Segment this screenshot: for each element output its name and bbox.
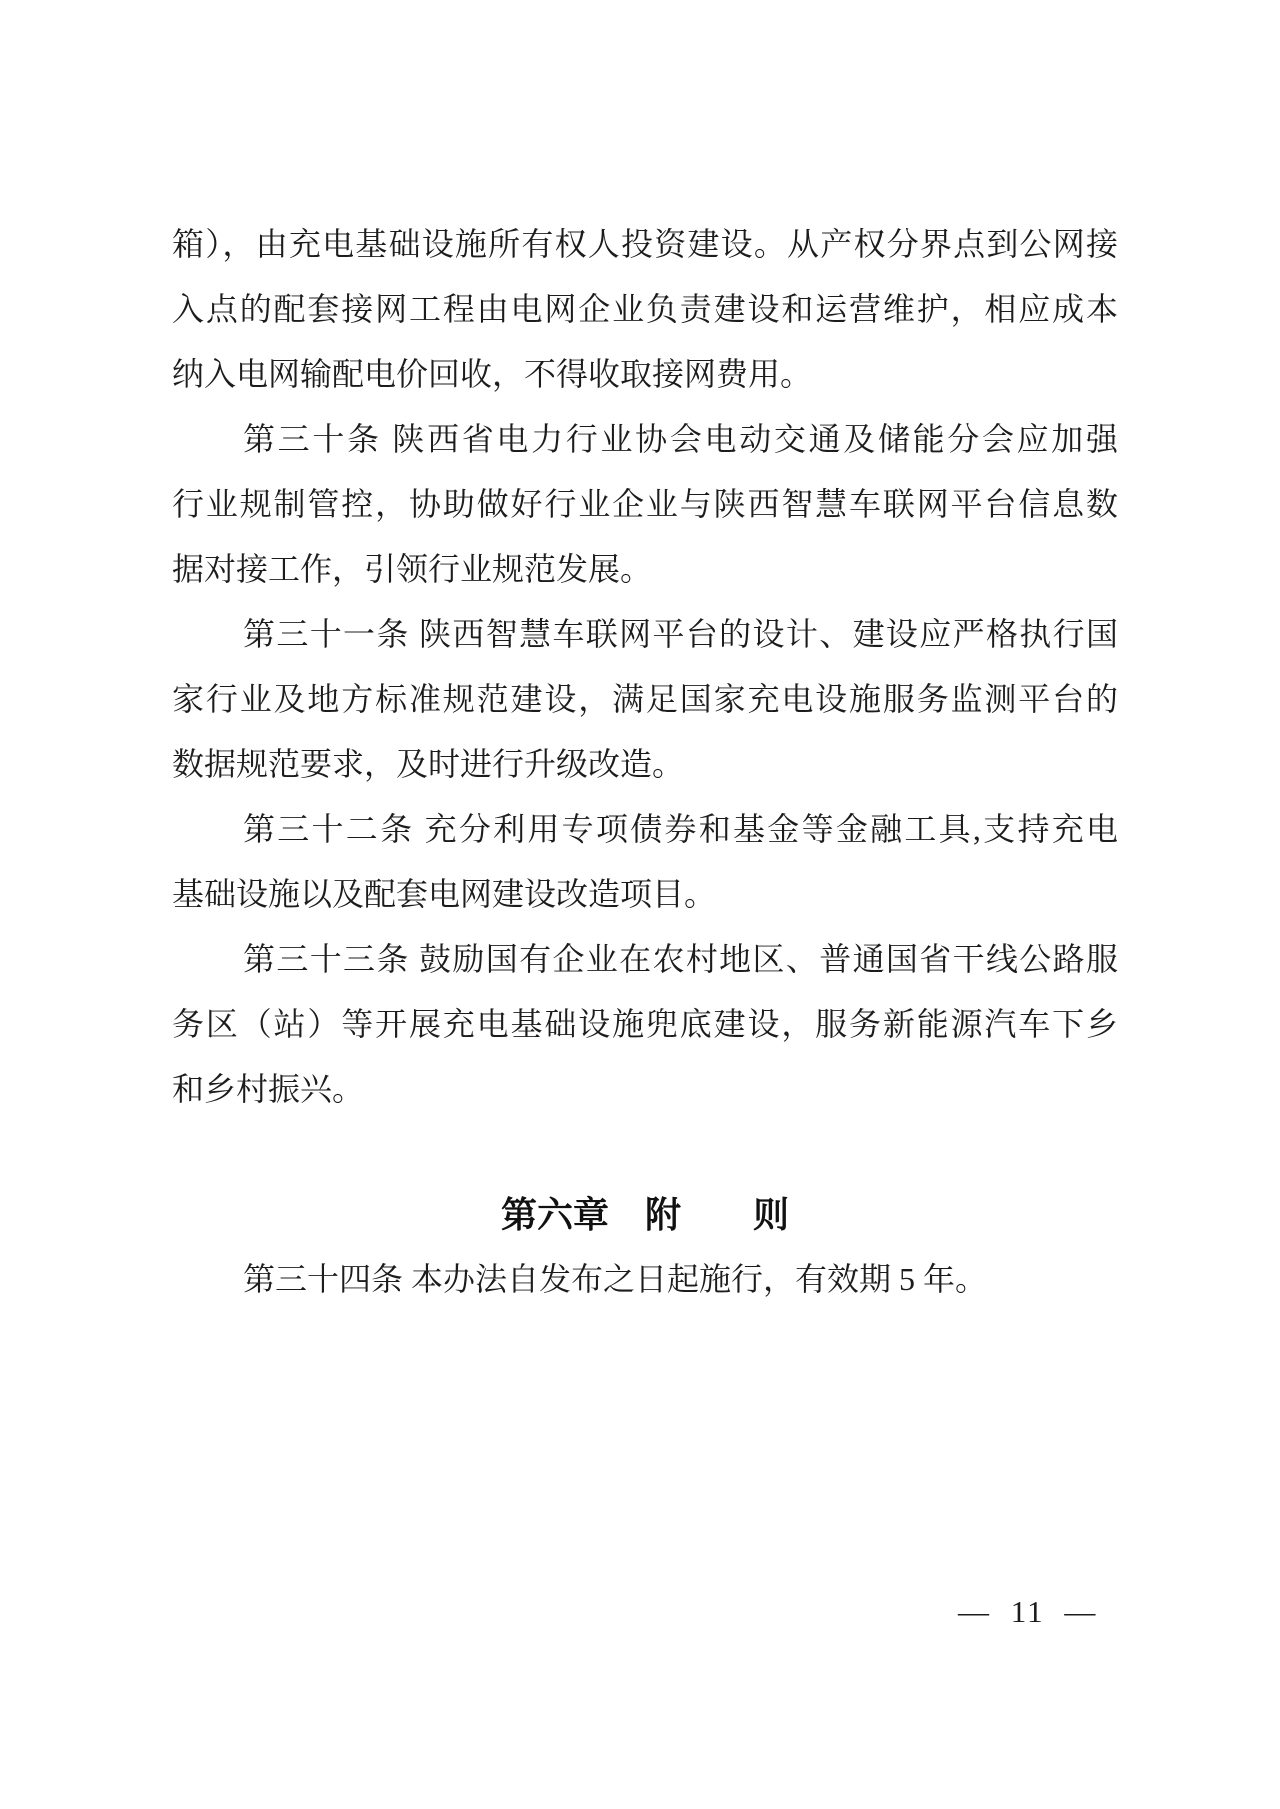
document-line: 据对接工作，引领行业规范发展。 <box>172 551 653 587</box>
paragraph-article-32 <box>172 797 1118 927</box>
paragraph-article-34 <box>172 1247 1118 1312</box>
document-line: 第三十一条 陕西智慧车联网平台的设计、建设应严格执行国 <box>243 616 1118 652</box>
document-text-block <box>172 212 1118 1312</box>
document-line: 第三十四条 本办法自发布之日起施行，有效期 5 年。 <box>243 1261 988 1297</box>
page-number: — 11 — <box>958 1594 1098 1629</box>
document-line: 箱），由充电基础设施所有权人投资建设。从产权分界点到公网接 <box>172 226 1118 262</box>
document-line: 家行业及地方标准规范建设，满足国家充电设施服务监测平台的 <box>172 681 1118 717</box>
document-line: 务区（站）等开展充电基础设施兜底建设，服务新能源汽车下乡 <box>172 1006 1118 1042</box>
document-line: 行业规制管控，协助做好行业企业与陕西智慧车联网平台信息数 <box>172 486 1118 522</box>
document-line: 第三十条 陕西省电力行业协会电动交通及储能分会应加强 <box>243 421 1118 457</box>
paragraph-article-33 <box>172 927 1118 1122</box>
document-line: 纳入电网输配电价回收，不得收取接网费用。 <box>172 356 813 392</box>
paragraph-continuation <box>172 212 1118 407</box>
document-line: 基础设施以及配套电网建设改造项目。 <box>172 876 717 912</box>
document-line: 第三十三条 鼓励国有企业在农村地区、普通国省干线公路服 <box>243 941 1118 977</box>
document-line: 第三十二条 充分利用专项债券和基金等金融工具,支持充电 <box>243 811 1118 847</box>
document-line: 和乡村振兴。 <box>172 1071 365 1107</box>
document-line: 数据规范要求，及时进行升级改造。 <box>172 746 685 782</box>
chapter-heading: 第六章 附 则 <box>500 1194 789 1235</box>
document-line: 入点的配套接网工程由电网企业负责建设和运营维护，相应成本 <box>172 291 1118 327</box>
paragraph-article-31 <box>172 602 1118 797</box>
paragraph-article-30 <box>172 407 1118 602</box>
